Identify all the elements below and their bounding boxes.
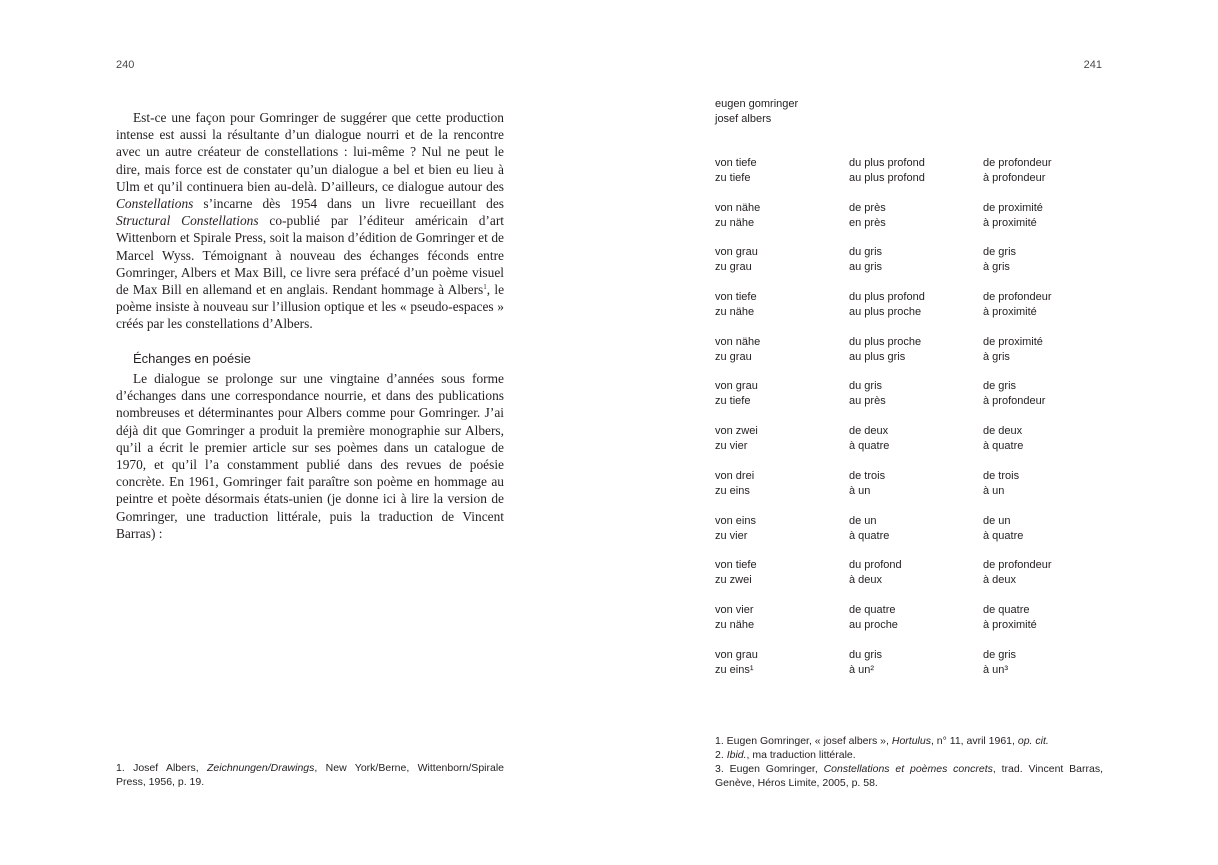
poem-line: du plus proche [849, 335, 922, 348]
poem-line: von nähe [715, 335, 761, 348]
stanza-column-barras [983, 156, 1117, 201]
poem-line: du gris [849, 380, 883, 393]
paragraph-text: s’incarne dès 1954 dans un livre recueillant des [193, 196, 504, 212]
poem-stanza [715, 424, 1117, 469]
stanza-column-german [715, 514, 849, 559]
poem-line: zu nähe [715, 618, 755, 631]
poem-line: de deux [983, 425, 1023, 438]
poem-line: à proximité [983, 618, 1037, 631]
poem-line: de profondeur [983, 157, 1052, 169]
stanza-column-german [715, 603, 849, 648]
poem-stanza [715, 514, 1117, 559]
stanza-column-german [715, 290, 849, 335]
poem-line: zu vier [715, 529, 748, 542]
stanza-column-german [715, 469, 849, 514]
poem-line: en près [849, 216, 886, 229]
poem-line: von vier [715, 603, 754, 616]
poem-line: à deux [849, 574, 883, 587]
poem-line: de un [849, 514, 877, 527]
stanza-column-barras [983, 290, 1117, 335]
stanza-column-german [715, 201, 849, 246]
poem-heading [715, 97, 798, 127]
poem-line: de profondeur [983, 559, 1052, 572]
poem-line: à un³ [983, 663, 1009, 676]
poem-line: von zwei [715, 425, 758, 438]
poem-line: du plus profond [849, 157, 925, 169]
poem-stanza [715, 290, 1117, 335]
stanza-column-german [715, 156, 849, 201]
footnote-text: 3. Eugen Gomringer, [715, 763, 824, 775]
poem-stanza [715, 245, 1117, 290]
paragraph-text: Le dialogue se prolonge sur une vingtaine d’années sous forme d’échanges dans une correspondance nourrie, et dans des publications nombreuses et déterminantes pour Albers comme pour Gomringer. J’ai déjà dit que Gomringer a produit la première monographie sur Albers, qu’il a écrit le premier article sur ses poèmes dans un catalogue de 1970, et qu’il l’a constamment publié dans des revues de poésie concrète. En 1961, Gomringer fait paraître son poème en hommage au peintre et poète désormais états-unien (je donne ici à lire la version de Gomringer, une traduction littérale, puis la traduction de Vincent Barras) : [116, 371, 504, 541]
poem-line: zu tiefe [715, 172, 751, 184]
poem-line: à proximité [983, 216, 1037, 229]
poem-author: eugen gomringer [715, 98, 799, 110]
poem-line: von grau [715, 648, 758, 661]
stanza-column-literal [849, 424, 983, 469]
poem-line: zu grau [715, 350, 752, 363]
poem-line: zu grau [715, 261, 752, 274]
footnote-text: , ma traduction littérale. [746, 749, 856, 761]
stanza-column-literal [849, 335, 983, 380]
poem-line: au plus gris [849, 350, 906, 363]
poem-line: à profondeur [983, 172, 1046, 184]
poem-stanza [715, 335, 1117, 380]
poem-stanza [715, 603, 1117, 648]
poem-stanza [715, 469, 1117, 514]
poem-line: du profond [849, 559, 902, 572]
body-paragraph-1 [116, 109, 504, 333]
poem-line: à proximité [983, 306, 1037, 319]
footnote-italic: Zeichnungen/Drawings [206, 762, 315, 774]
stanza-column-german [715, 379, 849, 424]
stanza-column-literal [849, 603, 983, 648]
poem-line: de profondeur [983, 291, 1052, 304]
poem-line: de trois [849, 469, 886, 482]
poem-line: à gris [983, 261, 1010, 274]
poem-line: zu nähe [715, 306, 755, 319]
poem-line: von grau [715, 246, 758, 259]
poem-line: von grau [715, 380, 758, 393]
poem-line: zu zwei [715, 574, 752, 587]
stanza-column-barras [983, 245, 1117, 290]
stanza-column-german [715, 558, 849, 603]
poem-line: de deux [849, 425, 889, 438]
poem-line: à quatre [849, 440, 890, 453]
poem-stanza [715, 558, 1117, 603]
poem-line: au gris [849, 261, 883, 274]
footnote-text: , trad. Vincent Barras, Genève, Héros Limite, 2005, p. 58. [715, 763, 1104, 789]
poem-line: zu eins¹ [715, 663, 754, 676]
stanza-column-barras [983, 648, 1117, 693]
poem-line: de trois [983, 469, 1020, 482]
stanza-column-literal [849, 201, 983, 246]
poem-line: de gris [983, 380, 1017, 393]
poem-line: von drei [715, 469, 755, 482]
stanza-column-barras [983, 469, 1117, 514]
poem-line: à quatre [849, 529, 890, 542]
stanza-column-german [715, 648, 849, 693]
stanza-column-german [715, 245, 849, 290]
poem-line: à quatre [983, 529, 1024, 542]
poem-line: zu eins [715, 484, 750, 497]
poem-line: von tiefe [715, 291, 757, 304]
page-number-left: 240 [116, 59, 135, 71]
poem-line: au près [849, 395, 886, 408]
poem-line: du plus profond [849, 291, 925, 304]
footnote-text: 1. Josef Albers, [116, 762, 207, 774]
section-heading: Échanges en poésie [133, 351, 251, 366]
footnote-text: 2. [715, 749, 727, 761]
stanza-column-barras [983, 514, 1117, 559]
poem-line: au plus proche [849, 306, 922, 319]
poem-line: de proximité [983, 201, 1043, 214]
right-page [609, 0, 1218, 865]
poem-line: zu vier [715, 440, 748, 453]
poem-stanzas [715, 156, 1117, 692]
poem-line: à deux [983, 574, 1017, 587]
footnote-text: , n° 11, avril 1961, [930, 735, 1018, 747]
footnote-italic: Constellations et poèmes concrets [823, 763, 993, 775]
stanza-column-literal [849, 245, 983, 290]
poem-line: de quatre [849, 603, 896, 616]
poem-line: du gris [849, 648, 883, 661]
stanza-column-literal [849, 156, 983, 201]
poem-line: von tiefe [715, 157, 757, 169]
stanza-column-german [715, 424, 849, 469]
stanza-column-german [715, 335, 849, 380]
stanza-column-barras [983, 424, 1117, 469]
poem-line: von eins [715, 514, 756, 527]
poem-line: à un² [849, 663, 875, 676]
poem-line: zu tiefe [715, 395, 751, 408]
poem-stanza [715, 648, 1117, 693]
stanza-column-literal [849, 648, 983, 693]
body-paragraph-2 [116, 370, 504, 542]
poem-line: à un [983, 484, 1005, 497]
poem-title: josef albers [715, 113, 772, 125]
poem-line: au proche [849, 618, 898, 631]
poem-line: de gris [983, 648, 1017, 661]
page-number-right: 241 [1083, 59, 1102, 71]
stanza-column-barras [983, 201, 1117, 246]
stanza-column-barras [983, 379, 1117, 424]
poem-line: de un [983, 514, 1011, 527]
footnote-1 [715, 734, 1103, 748]
poem-line: à un [849, 484, 871, 497]
footnote-italic: Ibid. [726, 749, 747, 761]
paragraph-text: , le poème insiste à nouveau sur l’illusion optique et les « pseudo-espaces » créés par les constellations d’Albers. [116, 282, 505, 332]
stanza-column-literal [849, 558, 983, 603]
footnote-left [116, 761, 504, 789]
poem-line: de près [849, 201, 886, 214]
paragraph-text: co-publié par l’éditeur américain d’art Wittenborn et Spirale Press, soit la maison d’édition de Gomringer et de Marcel Wyss. Témoignant à nouveau des échanges féconds entre Gomringer, Albers et Max Bill, ce livre sera préfacé d’un poème visuel de Max Bill en allemand et en anglais. Rendant hommage à Albers [116, 213, 505, 298]
poem-stanza [715, 201, 1117, 246]
poem-line: du gris [849, 246, 883, 259]
poem-line: au plus profond [849, 172, 925, 184]
footnote-3 [715, 762, 1103, 790]
stanza-column-barras [983, 558, 1117, 603]
poem-line: von nähe [715, 201, 761, 214]
stanza-column-literal [849, 469, 983, 514]
poem-line: de proximité [983, 335, 1043, 348]
stanza-column-barras [983, 335, 1117, 380]
poem-line: à gris [983, 350, 1010, 363]
footnote-italic: Hortulus [891, 735, 931, 747]
footnotes-right [715, 734, 1103, 790]
footnote-reference: 1 [483, 283, 487, 292]
poem-stanza [715, 156, 1117, 201]
poem-line: zu nähe [715, 216, 755, 229]
stanza-column-literal [849, 290, 983, 335]
footnote-italic: op. cit. [1017, 735, 1049, 747]
poem-stanza [715, 379, 1117, 424]
stanza-column-barras [983, 603, 1117, 648]
stanza-column-literal [849, 514, 983, 559]
italic-title: Structural Constellations [116, 213, 259, 229]
poem-line: à profondeur [983, 395, 1046, 408]
poem-line: von tiefe [715, 559, 757, 572]
footnote-text: 1. Eugen Gomringer, « josef albers », [715, 735, 892, 747]
italic-title: Constellations [116, 196, 194, 212]
footnote-text: , New York/Berne, Wittenborn/Spirale Press, 1956, p. 19. [116, 762, 504, 788]
paragraph-text: Est-ce une façon pour Gomringer de suggérer que cette production intense est aussi la résultante d’un dialogue nourri et de la rencontre avec un autre créateur de constellations : lui-même ? Nul ne peut le dire, mais force est de constater qu’un dialogue a bel et bien eu lieu à Ulm et qu’il continuera bien au-delà. D’ailleurs, ce dialogue autour des [116, 110, 504, 194]
stanza-column-literal [849, 379, 983, 424]
poem-line: à quatre [983, 440, 1024, 453]
poem-line: de gris [983, 246, 1017, 259]
poem-line: de quatre [983, 603, 1030, 616]
footnote-2 [715, 748, 1103, 762]
